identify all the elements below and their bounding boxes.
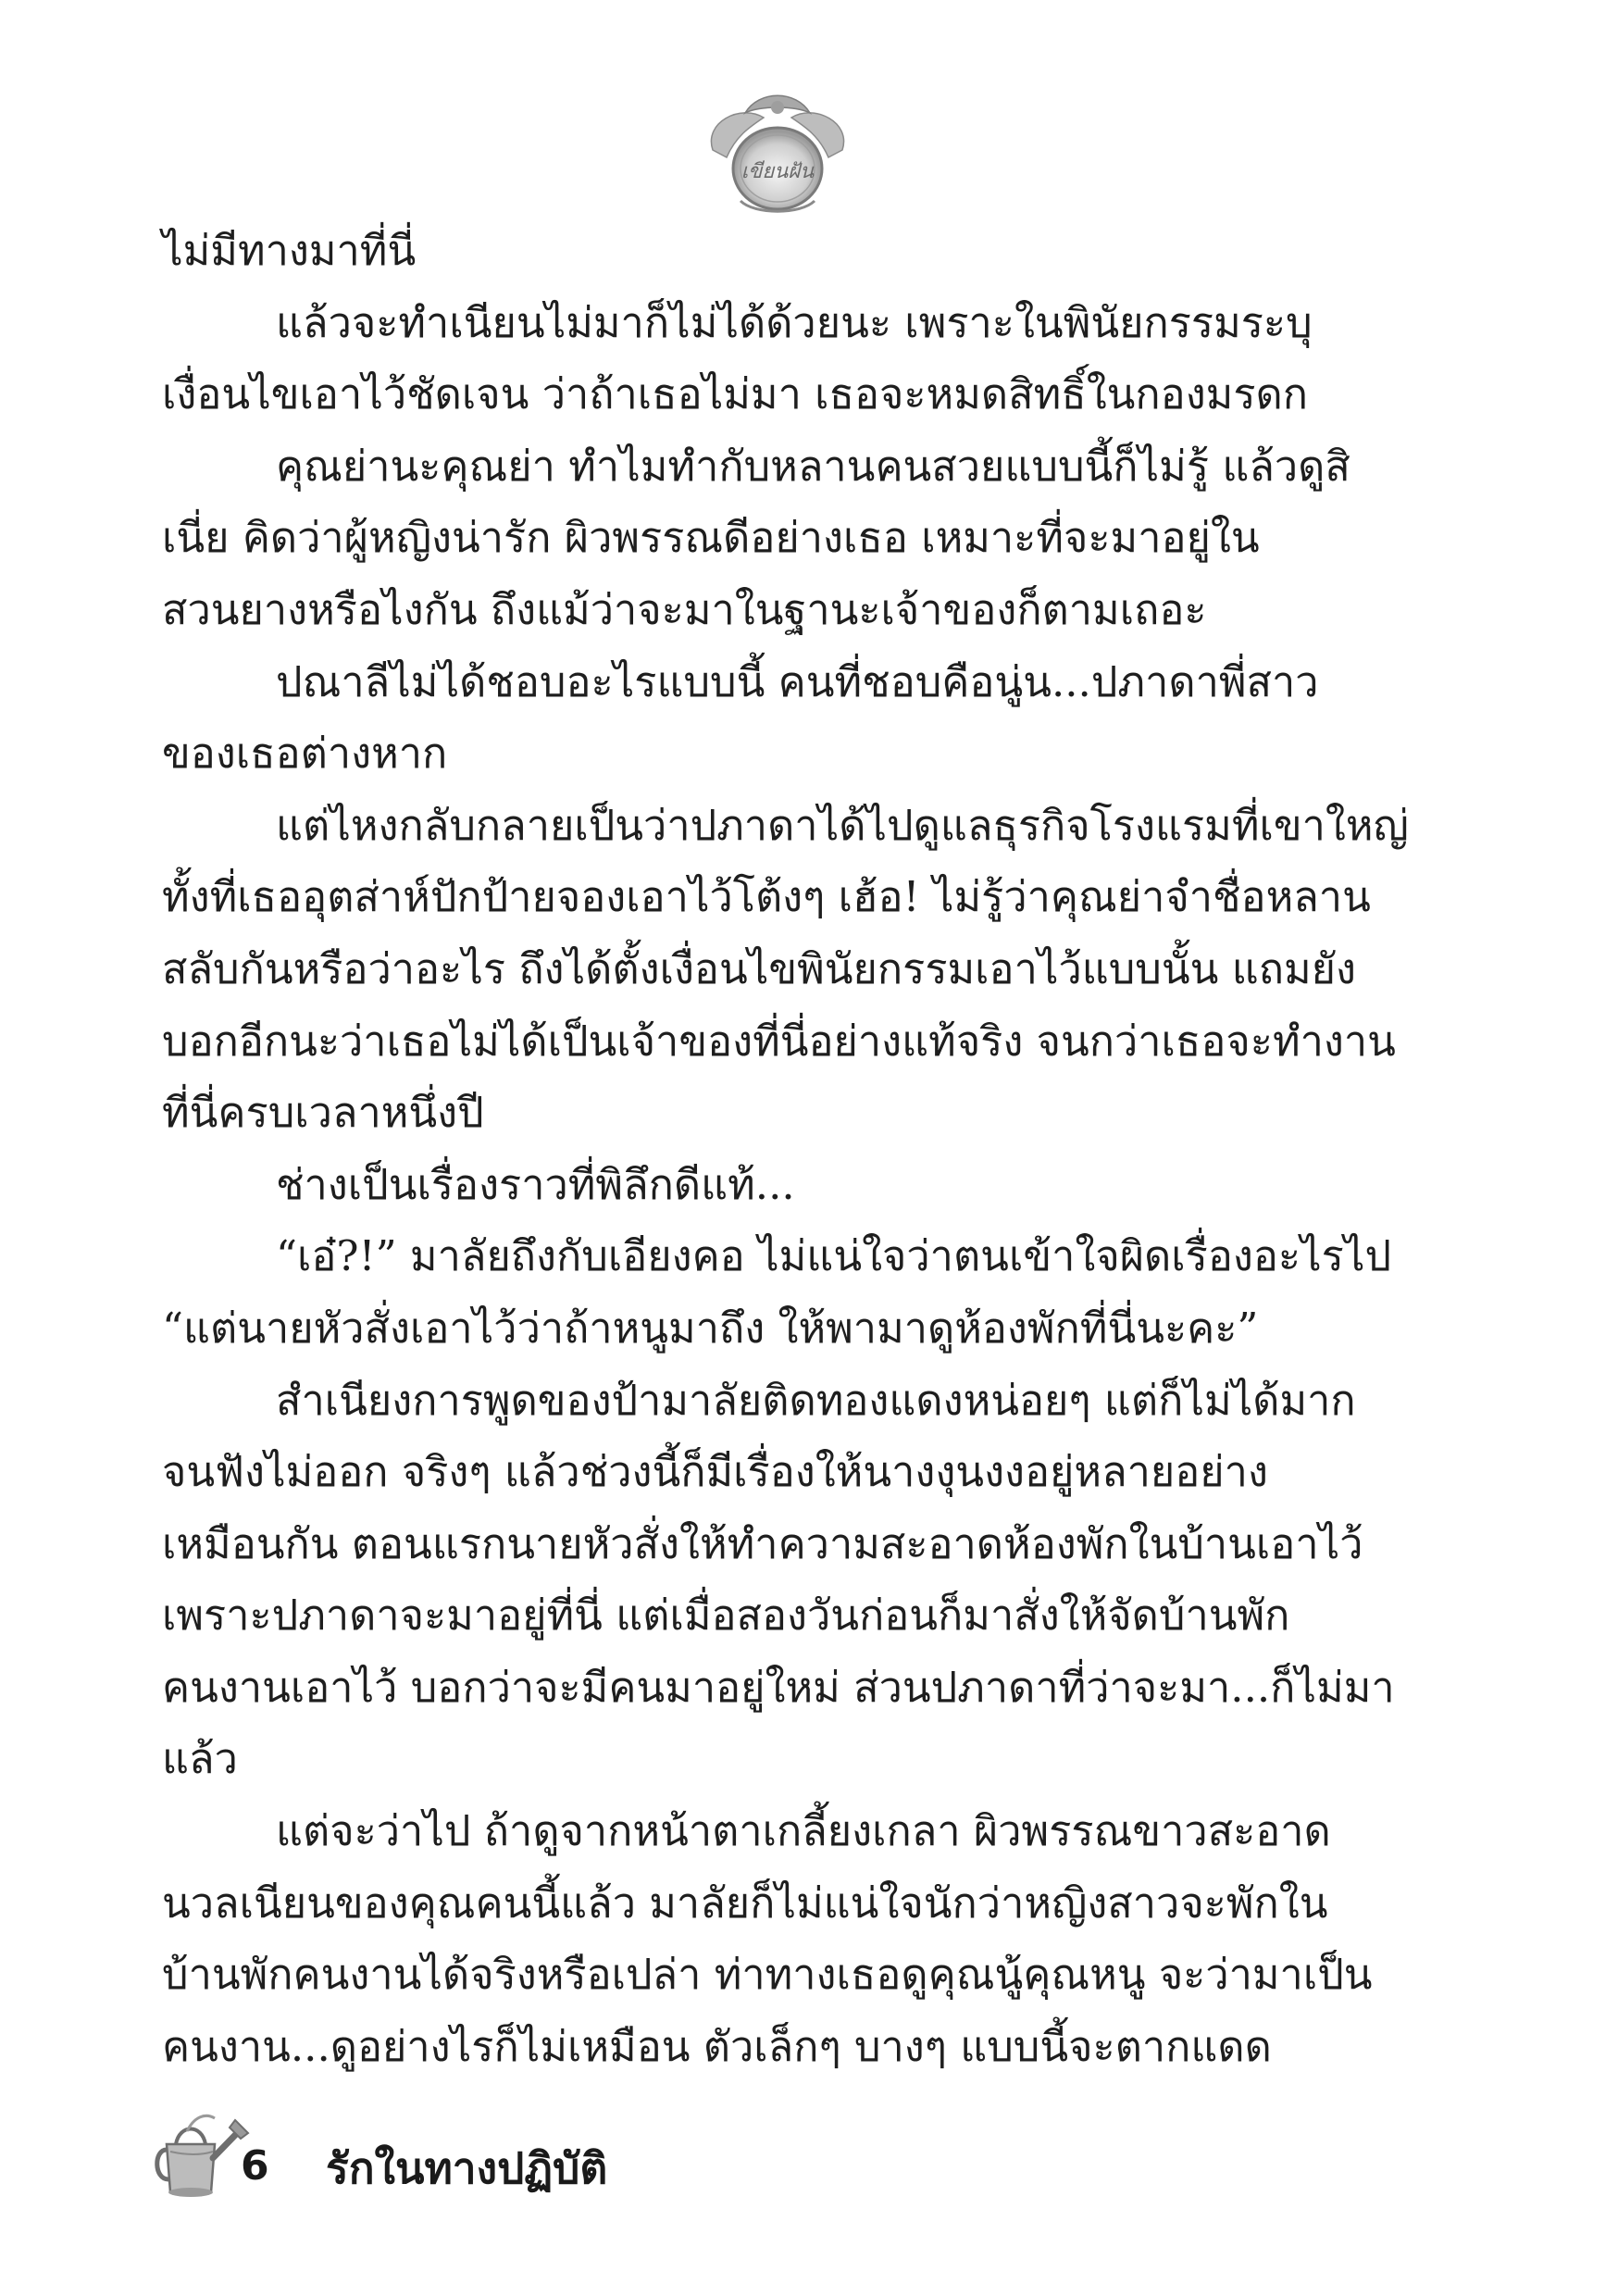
text-line: ไม่มีทางมาที่นี่ bbox=[162, 226, 417, 275]
text-line: ช่างเป็นเรื่องราวที่พิลึกดีแท้... bbox=[276, 1159, 795, 1209]
text-line: สลับกันหรือว่าอะไร ถึงได้ตั้งเงื่อนไขพินัยกรรมเอาไว้แบบนั้น แถมยัง bbox=[162, 943, 1356, 993]
text-line: แล้ว bbox=[162, 1734, 238, 1784]
text-line: เนี่ย คิดว่าผู้หญิงน่ารัก ผิวพรรณดีอย่างเธอ เหมาะที่จะมาอยู่ใน bbox=[162, 513, 1260, 563]
text-line: “แต่นายหัวสั่งเอาไว้ว่าถ้าหนูมาถึง ให้พามาดูห้องพักที่นี่นะคะ” bbox=[162, 1303, 1259, 1353]
logo-text: เขียนฝัน bbox=[741, 160, 815, 183]
watering-can-icon bbox=[150, 2107, 252, 2200]
text-line: เหมือนกัน ตอนแรกนายหัวสั่งให้ทำความสะอาดห้องพักในบ้านเอาไว้ bbox=[162, 1518, 1363, 1568]
book-title: รักในทางปฏิบัติ bbox=[326, 2143, 608, 2193]
text-line: บอกอีกนะว่าเธอไม่ได้เป็นเจ้าของที่นี่อย่างแท้จริง จนกว่าเธอจะทำงาน bbox=[162, 1016, 1396, 1066]
text-line: คนงานเอาไว้ บอกว่าจะมีคนมาอยู่ใหม่ ส่วนปภาดาที่ว่าจะมา...ก็ไม่มา bbox=[162, 1662, 1395, 1712]
publisher-logo bbox=[685, 85, 870, 224]
text-line: แล้วจะทำเนียนไม่มาก็ไม่ได้ด้วยนะ เพราะในพินัยกรรมระบุ bbox=[276, 297, 1313, 347]
text-line: เงื่อนไขเอาไว้ชัดเจน ว่าถ้าเธอไม่มา เธอจะหมดสิทธิ์ในกองมรดก bbox=[162, 369, 1308, 419]
text-line: เพราะปภาดาจะมาอยู่ที่นี่ แต่เมื่อสองวันก่อนก็มาสั่งให้จัดบ้านพัก bbox=[162, 1591, 1290, 1641]
text-line: บ้านพักคนงานได้จริงหรือเปล่า ท่าทางเธอดูคุณนู้คุณหนู จะว่ามาเป็น bbox=[162, 1950, 1373, 2000]
text-line: จนฟังไม่ออก จริงๆ แล้วช่วงนี้ก็มีเรื่องให้นางงุนงงอยู่หลายอย่าง bbox=[162, 1447, 1268, 1497]
text-line: สวนยางหรือไงกัน ถึงแม้ว่าจะมาในฐานะเจ้าของก็ตามเถอะ bbox=[162, 584, 1207, 634]
text-line: แต่จะว่าไป ถ้าดูจากหน้าตาเกลี้ยงเกลา ผิวพรรณขาวสะอาด bbox=[276, 1806, 1331, 1856]
text-line: สำเนียงการพูดของป้ามาลัยติดทองแดงหน่อยๆ แต่ก็ไม่ได้มาก bbox=[276, 1375, 1356, 1425]
text-line: ที่นี่ครบเวลาหนึ่งปี bbox=[162, 1088, 484, 1138]
text-line: ของเธอต่างหาก bbox=[162, 729, 448, 779]
page-number: 6 bbox=[241, 2142, 269, 2190]
text-line: ทั้งที่เธออุตส่าห์ปักป้ายจองเอาไว้โต้งๆ เฮ้อ! ไม่รู้ว่าคุณย่าจำชื่อหลาน bbox=[162, 872, 1371, 922]
text-line: นวลเนียนของคุณคนนี้แล้ว มาลัยก็ไม่แน่ใจนักว่าหญิงสาวจะพักใน bbox=[162, 1878, 1328, 1928]
body-text bbox=[162, 215, 1409, 2082]
text-line: คนงาน...ดูอย่างไรก็ไม่เหมือน ตัวเล็กๆ บางๆ แบบนี้จะตากแดด bbox=[162, 2021, 1272, 2071]
text-line: คุณย่านะคุณย่า ทำไมทำกับหลานคนสวยแบบนี้ก็ไม่รู้ แล้วดูสิ bbox=[276, 441, 1350, 491]
text-line: ปณาลีไม่ได้ชอบอะไรแบบนี้ คนที่ชอบคือนู่น...ปภาดาพี่สาว bbox=[276, 656, 1319, 706]
text-line: แต่ไหงกลับกลายเป็นว่าปภาดาได้ไปดูแลธุรกิจโรงแรมที่เขาใหญ่ bbox=[276, 800, 1409, 850]
page-footer bbox=[150, 2107, 983, 2209]
text-line: “เอ๋?!” มาลัยถึงกับเอียงคอ ไม่แน่ใจว่าตนเข้าใจผิดเรื่องอะไรไป bbox=[276, 1231, 1392, 1281]
